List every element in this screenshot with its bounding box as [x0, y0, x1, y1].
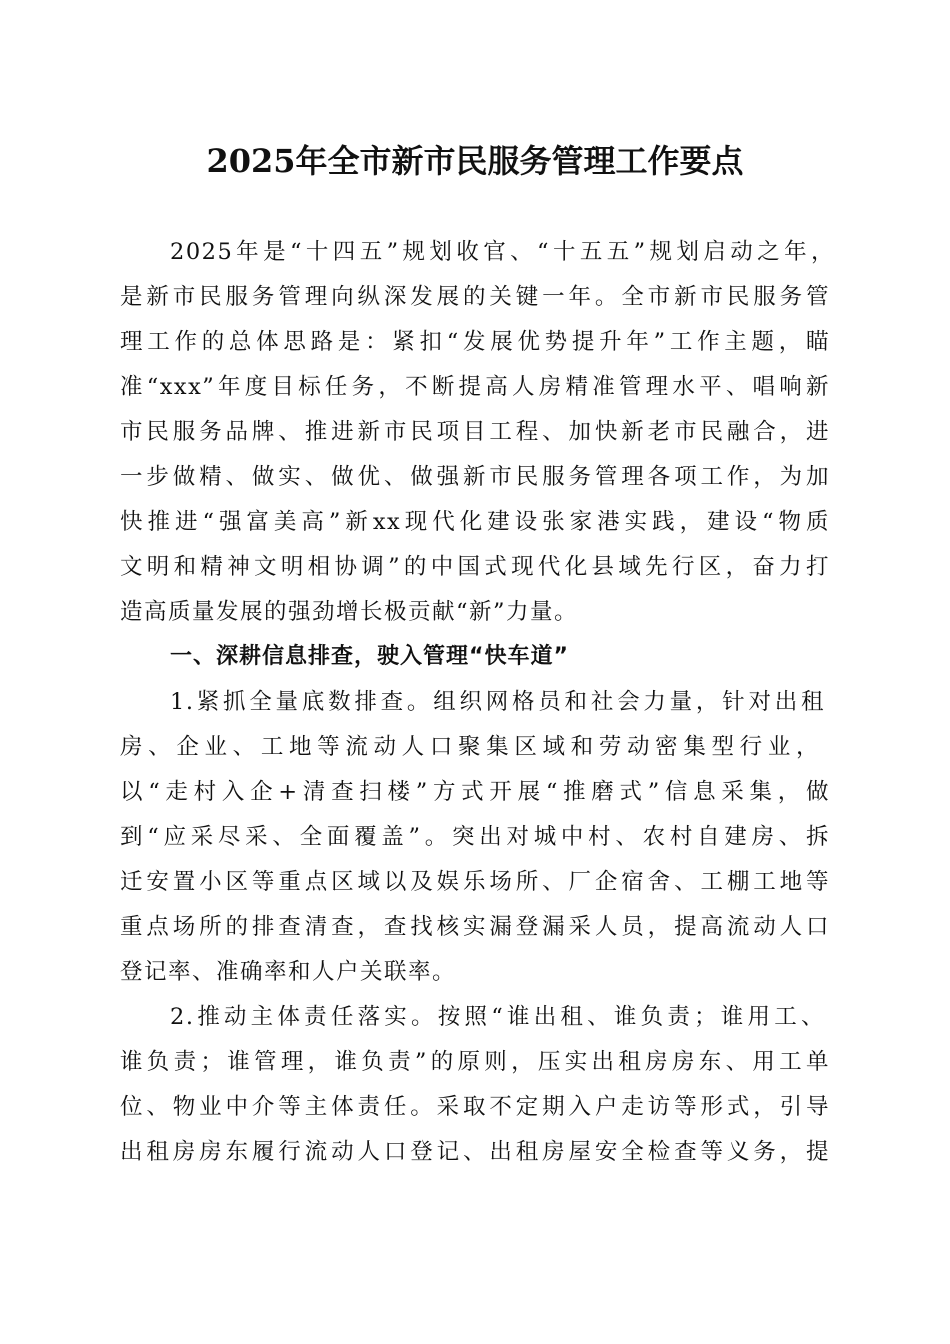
item-2-line-2: 谁负责；谁管理，谁负责”的原则，压实出租房房东、用工单 — [120, 1049, 830, 1075]
intro-line-7: 快推进“强富美高”新xx现代化建设张家港实践，建设“物质 — [120, 509, 830, 535]
intro-line-2: 是新市民服务管理向纵深发展的关键一年。全市新市民服务管 — [120, 284, 830, 310]
item-1-line-6: 重点场所的排查清查，查找核实漏登漏采人员，提高流动人口 — [120, 914, 830, 940]
intro-line-6: 一步做精、做实、做优、做强新市民服务管理各项工作，为加 — [120, 464, 830, 490]
item-1-line-2: 房、企业、工地等流动人口聚集区域和劳动密集型行业， — [120, 734, 820, 760]
item-1-line-7: 登记率、准确率和人户关联率。 — [120, 959, 457, 985]
item-1-line-1: 1.紧抓全量底数排查。组织网格员和社会力量，针对出租 — [170, 689, 825, 715]
item-2-line-3: 位、物业中介等主体责任。采取不定期入户走访等形式，引导 — [120, 1094, 830, 1120]
item-2-line-4: 出租房房东履行流动人口登记、出租房屋安全检查等义务，提 — [120, 1139, 830, 1165]
item-2-line-1: 2.推动主体责任落实。按照“谁出租、谁负责；谁用工、 — [170, 1004, 825, 1030]
item-1-line-3: 以“走村入企+清查扫楼”方式开展“推磨式”信息采集，做 — [120, 779, 830, 805]
intro-line-5: 市民服务品牌、推进新市民项目工程、加快新老市民融合，进 — [120, 419, 830, 445]
section-1-heading: 一、深耕信息排查，驶入管理“快车道” — [170, 644, 569, 669]
item-1-line-5: 迁安置小区等重点区域以及娱乐场所、厂企宿舍、工棚工地等 — [120, 869, 830, 895]
intro-line-9: 造高质量发展的强劲增长极贡献“新”力量。 — [120, 599, 579, 625]
intro-line-8: 文明和精神文明相协调”的中国式现代化县域先行区，奋力打 — [120, 554, 830, 580]
document-title: 2025年全市新市民服务管理工作要点 — [206, 142, 744, 180]
intro-line-1: 2025年是“十四五”规划收官、“十五五”规划启动之年， — [170, 239, 835, 265]
item-1-line-4: 到“应采尽采、全面覆盖”。突出对城中村、农村自建房、拆 — [120, 824, 830, 850]
intro-line-3: 理工作的总体思路是：紧扣“发展优势提升年”工作主题，瞄 — [120, 329, 830, 355]
intro-line-4: 准“xxx”年度目标任务，不断提高人房精准管理水平、唱响新 — [120, 374, 830, 400]
